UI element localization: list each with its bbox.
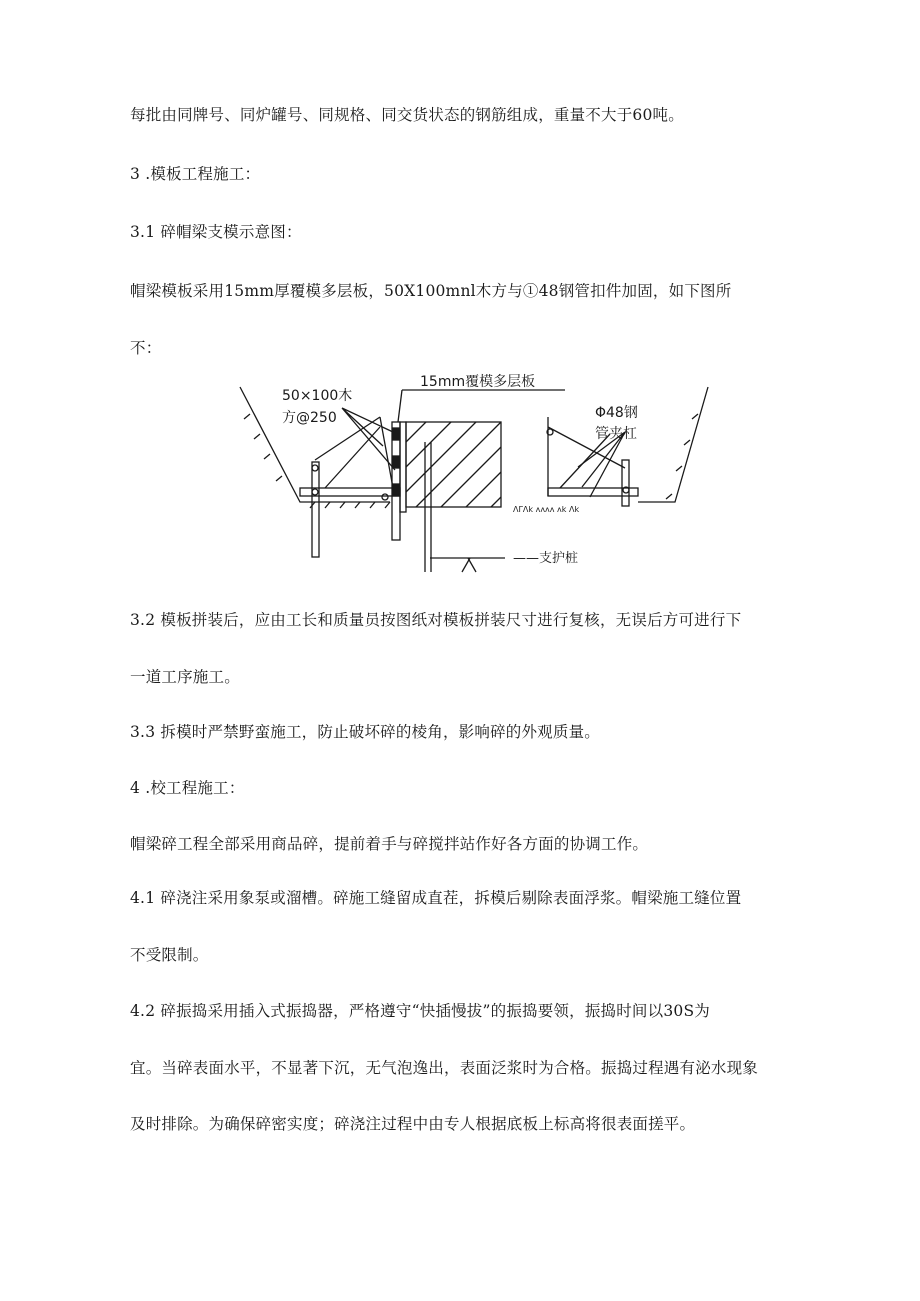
right-trench-outline [638,387,708,502]
formwork-diagram [230,372,710,582]
paragraph-4-2-cont: 宜。当碎表面水平，不显著下沉，无气泡逸出，表面泛浆时为合格。振捣过程遇有泌水现象 [130,1059,759,1077]
label-pipe-line1: Φ48钢 [595,405,638,421]
heading-formwork: 3 .模板工程施工： [130,165,261,183]
heading-section-4: 4 .校工程施工： [130,779,245,797]
paragraph-4-2: 4.2 碎振捣采用插入式振捣器，严格遵守“快插慢拔”的振捣要领，振捣时间以30S为 [130,1002,710,1020]
leader-board [398,390,565,422]
stud-column [400,422,406,512]
label-ground-artifact: ΛΓΛk ᴧᴧᴧᴧ ᴧk Λk [513,505,580,514]
paragraph-3-2-cont: 一道工序施工。 [130,668,240,686]
paragraph-commercial-concrete: 帽梁碎工程全部采用商品碎，提前着手与碎搅拌站作好各方面的协调工作。 [130,835,649,853]
label-pile: ——支护桩 [513,551,579,566]
paragraph-formwork-materials-cont: 不： [130,339,162,357]
label-pipe-line2: 管夹杠 [595,426,637,442]
paragraph-formwork-materials: 帽梁模板采用15mm厚覆模多层板，50X100mnl木方与①48钢管扣件加固，如下图所 [130,282,732,300]
paragraph-3-2: 3.2 模板拼装后，应由工长和质量员按图纸对模板拼装尺寸进行复核，无误后方可进行下 [130,611,742,629]
paragraph-4-2-end: 及时排除。为确保碎密实度；碎浇注过程中由专人根据底板上标高将很表面搓平。 [130,1115,696,1133]
label-board: 15mm覆模多层板 [420,374,536,390]
paragraph-rebar-batch: 每批由同牌号、同炉罐号、同规格、同交货状态的钢筋组成，重量不大于60吨。 [130,106,684,124]
paragraph-3-3: 3.3 拆模时严禁野蛮施工，防止破坏碎的棱角，影响碎的外观质量。 [130,723,600,741]
paragraph-4-1: 4.1 碎浇注采用象泵或溜槽。碎施工缝留成直茬，拆模后剔除表面浮浆。帽梁施工缝位置 [130,889,742,907]
label-timber-line2: 方@250 [282,410,337,426]
left-stake [312,462,319,557]
heading-3-1: 3.1 碎帽梁支模示意图： [130,223,302,241]
label-timber-line1: 50×100木 [282,388,353,404]
left-trench-outline [240,387,390,502]
paragraph-4-1-cont: 不受限制。 [130,946,209,964]
